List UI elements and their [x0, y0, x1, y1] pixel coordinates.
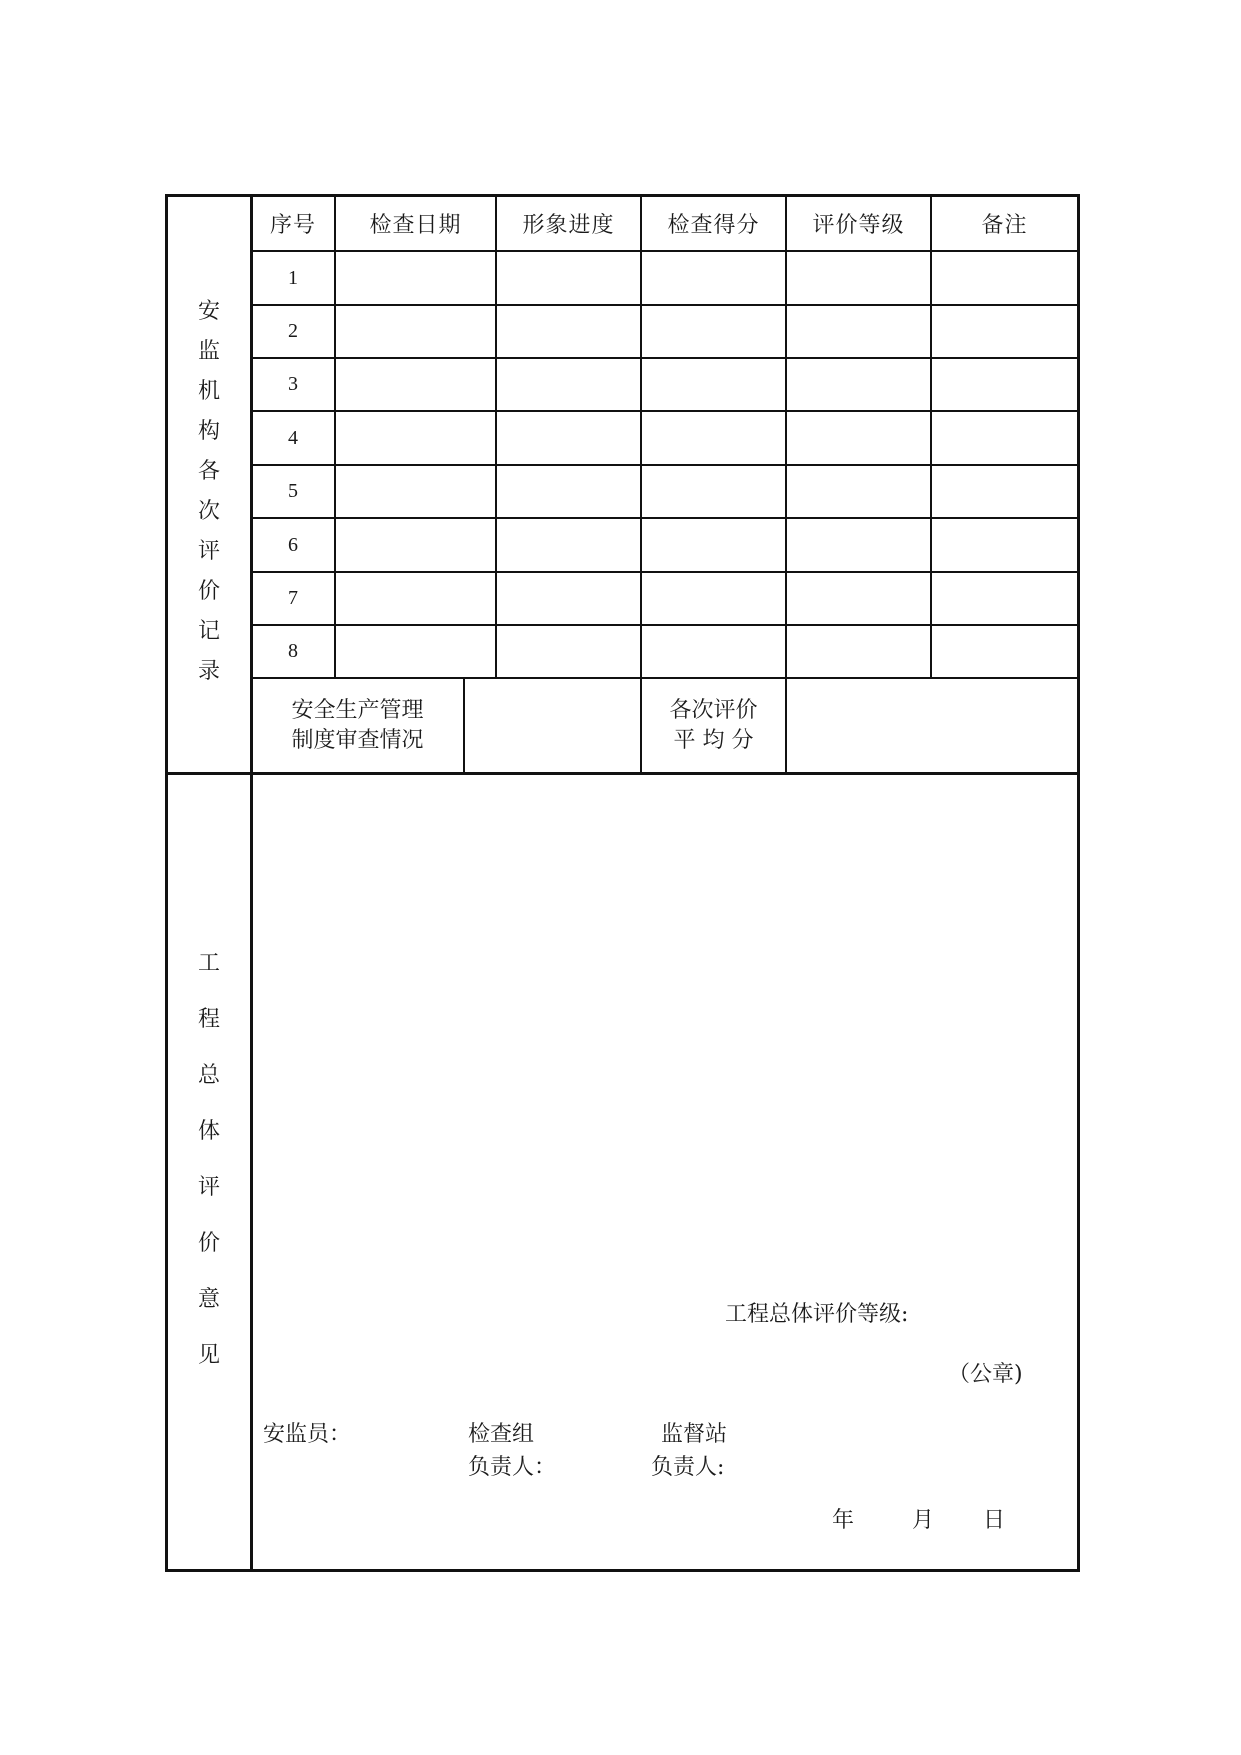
progress-entry-cell[interactable] — [497, 252, 640, 677]
row-number: 2 — [288, 320, 298, 342]
date-day-label: 日 — [983, 1508, 1006, 1533]
row-number: 1 — [288, 266, 298, 289]
row-number: 7 — [288, 587, 298, 609]
grade-entry-cell[interactable] — [787, 252, 930, 677]
average-score-label: 各次评价 平 均 分 — [669, 697, 758, 753]
section-divider — [168, 772, 1077, 775]
row-number: 6 — [288, 533, 298, 556]
date-year-label: 年 — [832, 1508, 855, 1533]
inspector-label: 安监员： — [263, 1422, 352, 1447]
opinion-side-label: 工 程 总 体 评 价 意 见 — [197, 951, 220, 1368]
row-number: 3 — [288, 373, 298, 395]
group-label-line1: 检查组 — [468, 1422, 535, 1447]
col-header-remarks: 备注 — [981, 213, 1028, 238]
row-number: 5 — [288, 480, 298, 502]
average-score-value[interactable] — [787, 679, 1077, 772]
row-number: 4 — [288, 426, 298, 449]
col-header-index: 序号 — [269, 213, 316, 238]
record-side-label: 安 监 机 构 各 次 评 价 记 录 — [197, 299, 220, 684]
col-header-score: 检查得分 — [667, 213, 760, 238]
station-label-line1: 监督站 — [661, 1422, 728, 1447]
mgmt-review-value[interactable] — [465, 679, 640, 772]
evaluation-form — [165, 194, 1080, 1572]
group-leader-label: 负责人： — [468, 1455, 557, 1480]
mgmt-review-label: 安全生产管理 制度审查情况 — [291, 697, 424, 753]
station-leader-label: 负责人: — [651, 1455, 725, 1480]
score-entry-cell[interactable] — [642, 252, 785, 677]
col-header-progress: 形象进度 — [522, 213, 615, 238]
date-entry-cell[interactable] — [336, 252, 495, 677]
col-header-grade: 评价等级 — [812, 213, 905, 238]
remarks-entry-cell[interactable] — [932, 252, 1077, 677]
seal-label: （公章) — [948, 1362, 1023, 1387]
date-month-label: 月 — [912, 1508, 935, 1533]
overall-grade-label: 工程总体评价等级: — [725, 1302, 909, 1327]
col-header-date: 检查日期 — [369, 213, 462, 238]
row-number: 8 — [288, 640, 298, 662]
